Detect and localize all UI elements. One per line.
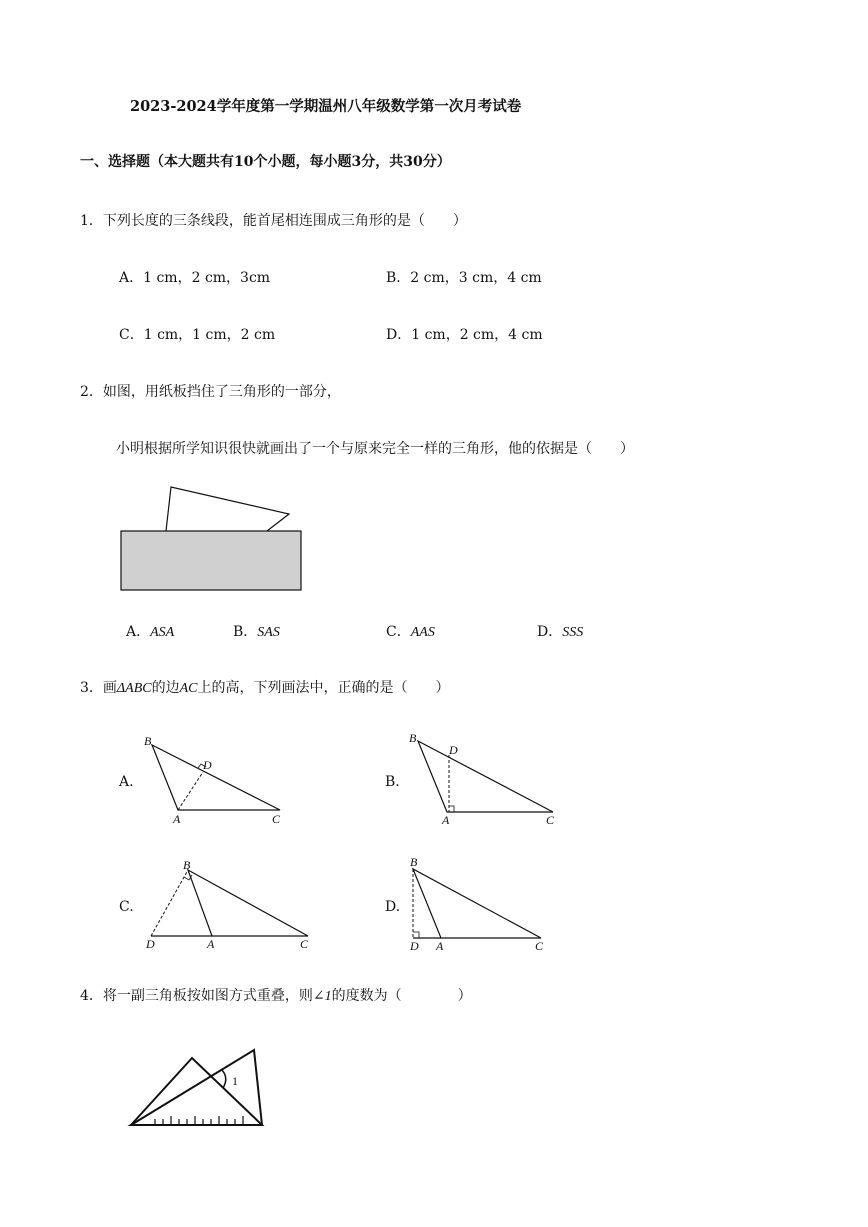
q3-stem: 3．画ΔABC的边AC上的高，下列画法中，正确的是（ ）	[80, 680, 450, 696]
q3d-label-a: A	[436, 939, 444, 953]
q2-option-b: B．SAS	[233, 624, 280, 640]
q3-figure-a	[144, 734, 281, 826]
q3-option-d-label: D.	[385, 899, 401, 915]
q1-option-b: B．2 cm，3 cm，4 cm	[386, 270, 542, 286]
q4-stem: 4．将一副三角板按如图方式重叠，则∠1的度数为（ ）	[80, 988, 472, 1004]
q2-option-c: C．AAS	[386, 624, 435, 640]
q3b-label-d: D	[449, 743, 458, 757]
q3a-label-c: C	[272, 812, 281, 826]
q3a-label-b: B	[144, 734, 152, 748]
q3b-label-c: C	[546, 813, 555, 827]
q3d-label-b: B	[410, 855, 418, 869]
page-title: 2023-2024学年度第一学期温州八年级数学第一次月考试卷	[130, 98, 522, 115]
q1-option-a: A．1 cm，2 cm，3cm	[119, 270, 271, 286]
q4-figure	[131, 1050, 262, 1125]
q3-option-a-label: A.	[119, 774, 134, 790]
q3-figure-d	[409, 855, 544, 953]
q3-figure-b	[409, 731, 555, 827]
q2-option-d: D．SSS	[537, 624, 584, 640]
q2-stem-line2: 小明根据所学知识很快就画出了一个与原来完全一样的三角形，他的依据是（ ）	[116, 441, 634, 457]
section-title: 一、选择题（本大题共有10个小题，每小题3分，共30分）	[80, 154, 451, 170]
q3a-label-d: D	[203, 758, 212, 772]
q3b-label-a: A	[442, 813, 450, 827]
q3c-label-d: D	[146, 937, 155, 951]
q1-option-c: C．1 cm，1 cm，2 cm	[119, 327, 276, 343]
q3a-label-a: A	[173, 812, 181, 826]
q2-option-a: A．ASA	[126, 624, 175, 640]
q3-option-c-label: C.	[119, 899, 134, 915]
cover-board	[121, 531, 301, 590]
q4-angle-label: 1	[232, 1074, 238, 1088]
q2-stem-line1: 2．如图，用纸板挡住了三角形的一部分，	[80, 384, 341, 400]
q3b-label-b: B	[409, 731, 417, 745]
q3-option-b-label: B.	[385, 774, 400, 790]
q3d-label-d: D	[410, 939, 419, 953]
q1-option-d: D．1 cm，2 cm，4 cm	[386, 327, 543, 343]
q3d-label-c: C	[535, 939, 544, 953]
q3-figure-c	[145, 858, 309, 951]
q3c-label-c: C	[300, 937, 309, 951]
q3c-label-a: A	[207, 937, 215, 951]
q1-stem: 1．下列长度的三条线段，能首尾相连围成三角形的是（ ）	[80, 213, 467, 229]
q3c-label-b: B	[183, 858, 191, 872]
q2-figure	[121, 487, 301, 590]
